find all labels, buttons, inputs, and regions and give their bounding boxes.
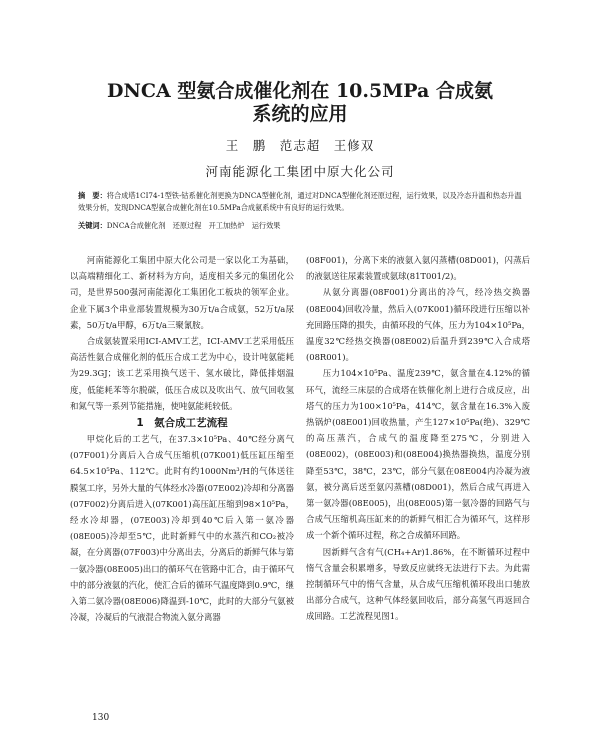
title-line-1: DNCA 型氨合成催化剂在 10.5MPa 合成氨: [107, 80, 493, 102]
right-column: [306, 252, 530, 625]
authors: 王 鹏 范志超 王修双: [225, 138, 375, 153]
keywords: [78, 220, 522, 232]
affiliation: 河南能源化工集团中原大化公司: [205, 164, 395, 179]
intro-paragraph-2: 合成氨装置采用ICI-AMV工艺，ICI-AMV工艺采用低压高活性氨合成催化剂的低压合成工艺为中心，设计吨氨能耗为29.3GJ；该工艺采用换气送干、氢水破比，降低排烟温度，低能耗苯等尔脱碳，低压合成以及吹出气、放气回收氢和氮气等一系列节能措施，使吨氨能耗较低。: [70, 336, 294, 411]
process-paragraph-2: 从氨分离器(08F001)分离出的冷气，经冷热交换器(08E004)回收冷量，然后入(07K001)循环段进行压缩以补充回路压降的损失，由循环段的气体，压力为104×10⁵Pa，温度32℃经热交换器(08E002)后温升到239℃入合成塔(08R001)。: [306, 287, 530, 363]
process-paragraph-1: 甲烷化后的工艺气，在37.3×10⁵Pa、40℃经分离气(07F001)分离后入合成气压缩机(07K001)低压缸压缩至64.5×10⁵Pa、112℃。此时有约1000Nm³/H的气体送往膜氢工序，另外大量的气体经水冷器(07E002)冷却和分离器(07F002)分离后进入(07K001)高压缸压缩到98×10⁵Pa，经水冷却器，(07E003)冷却到40℃后入第一氨冷器(08E005)冷却至5℃，此时新鲜气中的水蒸汽和CO₂被冷凝，在分离器(07F003)中分离出去，分离后的新鲜气体与第一氨冷器(08E005)出口的循环气在管路中汇合，由于循环气中的部分液氨的汽化，使汇合后的循环气温度降到0.9℃，继入第二氨冷器(08E006)降温到-10℃，此时的大部分气氨被冷凝，冷凝后的气液混合物流入氨分离器: [70, 434, 294, 623]
abstract-text: 将合成塔1CI74-1型铁-钴系催化剂更换为DNCA型催化剂，通过对DNCA型催化剂还原过程，运行效果，以及冷态升温和热态升温效果分析，发现DNCA型氨合成催化剂在10.5MPa合成氨系统中有良好的运行效果。: [78, 191, 522, 212]
title-line-2: 系统的应用: [252, 103, 348, 125]
process-paragraph-continued: (08F001)，分离下来的液氨入氨闪蒸槽(08D001)，闪蒸后的液氨送往尿素装置或氨球(81T001/2)。: [306, 255, 530, 282]
keywords-label: 关键词：: [78, 221, 107, 230]
keywords-text: DNCA合成催化剂 还原过程 开工加热炉 运行效果: [106, 221, 281, 230]
process-paragraph-4: 因新鲜气含有气(CH₄+Ar)1.86%，在不断循环过程中惰气含量会积累增多，导致反应就终无法进行下去。为此需控制循环气中的惰气含量，从合成气压缩机循环段出口驰放出部分合成气，这种气体经氨回收后，部分高氢气再返回合成回路。工艺流程见图1。: [306, 546, 530, 622]
abstract-label: 摘 要：: [78, 191, 107, 200]
section-heading-1: 1 氨合成工艺流程: [136, 417, 228, 430]
abstract: [78, 190, 522, 214]
left-column: [70, 252, 294, 625]
paper-title: [80, 80, 520, 126]
page-number: 130: [92, 713, 110, 723]
process-paragraph-3: 压力104×10⁵Pa、温度239℃，氨含量在4.12%的循环气，流经三床层的合成塔在铁催化剂上进行合成反应，出塔气的压力为100×10⁵Pa，414℃，氨含量在16.3%入废热锅炉(08E001)回收热量，产生127×10⁵Pa(绝)、329℃的高压蒸汽，合成气的温度降至275℃，分别进入(08E002)，(08E003)和(08E004)换热器换热，温度分别降至53℃，38℃，23℃，部分气氨在08E004内冷凝为液氨，被分离后送至氨闪蒸槽(08D001)，然后合成气再进入第一氨冷器(08E005)，出(08E005)第一氨冷器的回路气与合成气压缩机高压缸来的的新鲜气相汇合为循环气，这样形成一个新个循环过程，称之合成循环回路。: [306, 368, 530, 541]
intro-paragraph-1: 河南能源化工集团中原大化公司是一家以化工为基础，以高端精细化工、新材料为方向，适度相关多元的集团化公司，是世界500强河南能源化工集团化工板块的领军企业。企业下属3个串业部装置规模为30万t/a合成氨，52万t/a尿素，50万t/a甲醇，6万t/a三聚氰胺。: [70, 255, 294, 330]
